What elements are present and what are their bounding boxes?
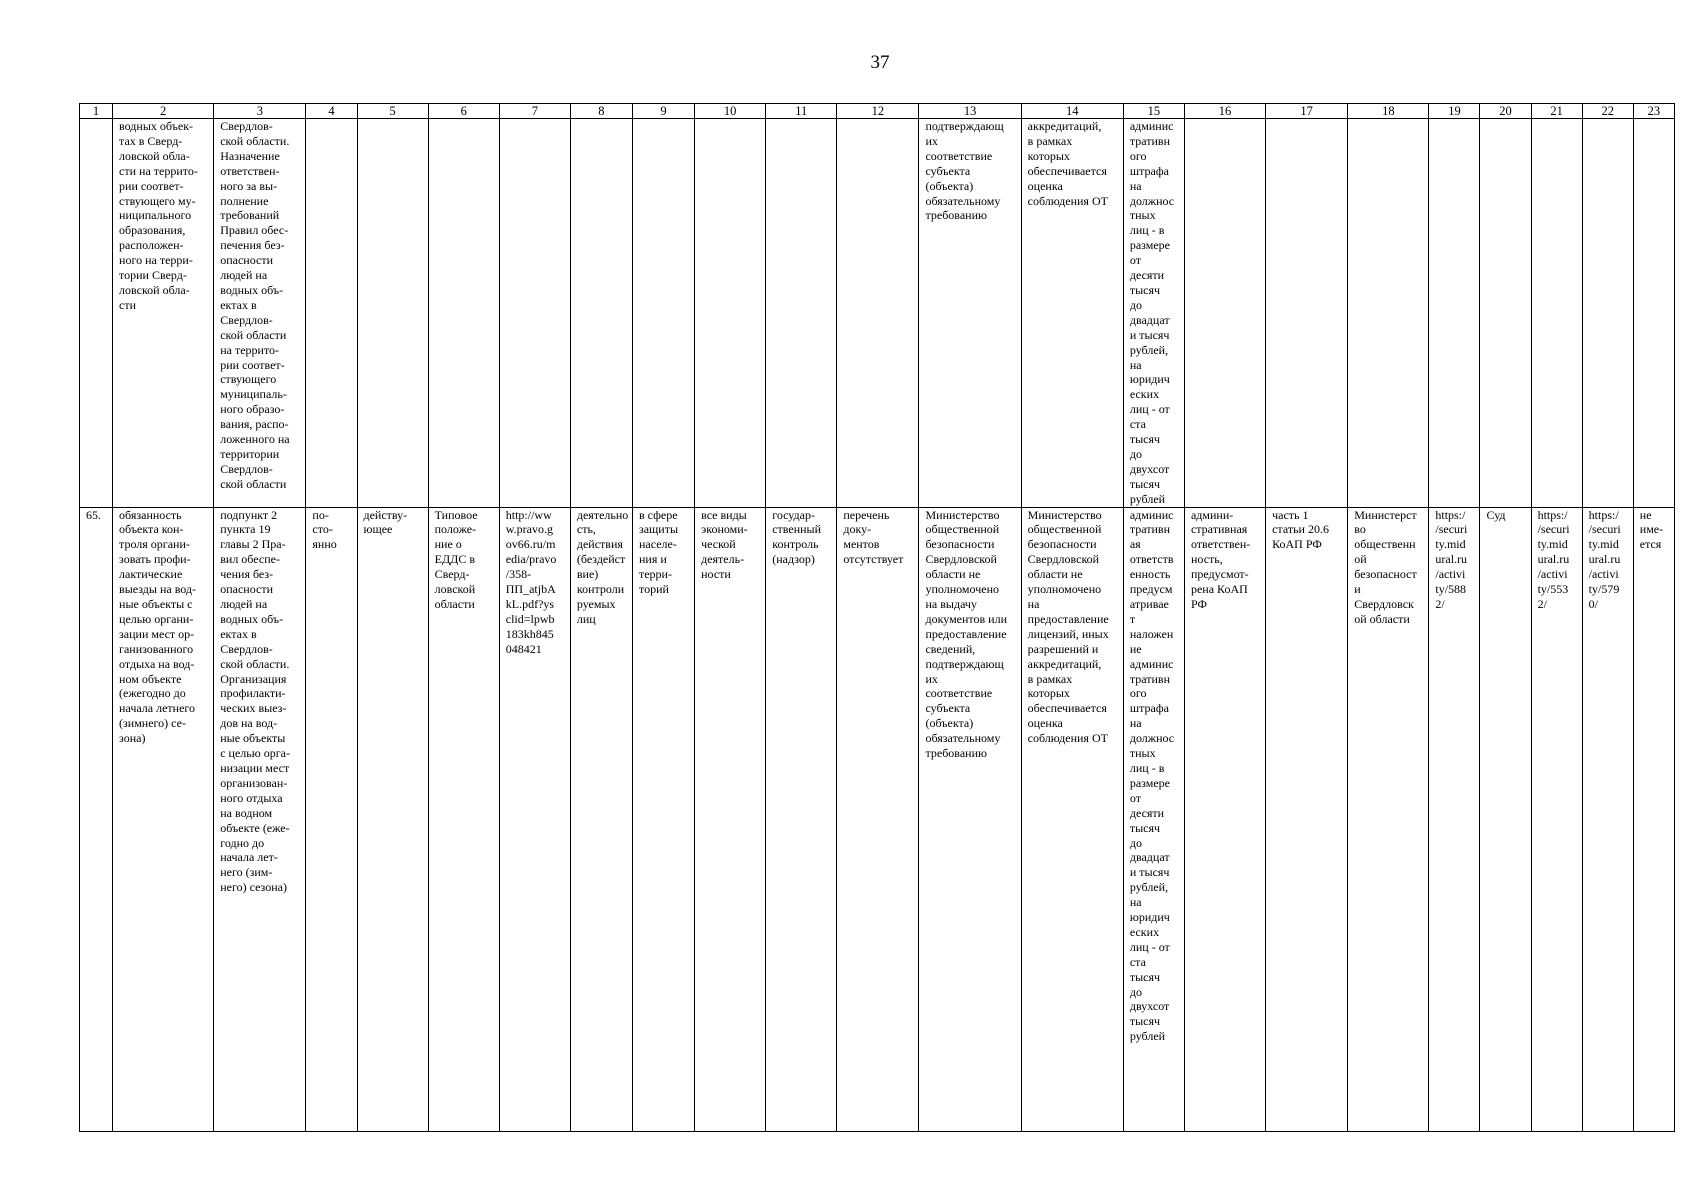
table-cell <box>499 119 570 508</box>
column-number-cell: 2 <box>113 104 214 119</box>
column-number-cell: 8 <box>570 104 632 119</box>
table-cell: https:/ /securi ty.mid ural.ru /activi ty/579 0/ <box>1582 507 1633 1131</box>
table-cell <box>632 119 694 508</box>
table-cell: админи- стративная ответствен- ность, предусмот- рена КоАП РФ <box>1184 507 1265 1131</box>
regulation-table <box>79 103 1675 1132</box>
table-cell: по- сто- янно <box>306 507 357 1131</box>
column-number-cell: 4 <box>306 104 357 119</box>
table-cell <box>428 119 499 508</box>
column-number-cell: 14 <box>1021 104 1123 119</box>
column-number-cell: 11 <box>766 104 837 119</box>
table-cell: аккредитаций, в рамках которых обеспечивается оценка соблюдения ОТ <box>1021 119 1123 508</box>
table-cell: все виды экономи- ческой деятель- ности <box>695 507 766 1131</box>
table-cell: государ- ственный контроль (надзор) <box>766 507 837 1131</box>
table-cell <box>306 119 357 508</box>
table-row <box>80 119 1675 508</box>
table-cell <box>1531 119 1582 508</box>
table-cell <box>80 119 113 508</box>
column-number-cell: 5 <box>357 104 428 119</box>
column-number-cell: 22 <box>1582 104 1633 119</box>
table-cell: часть 1 статьи 20.6 КоАП РФ <box>1266 507 1348 1131</box>
column-number-cell: 21 <box>1531 104 1582 119</box>
table-cell: Типовое положе- ние о ЕДДС в Сверд- ловской области <box>428 507 499 1131</box>
table-cell <box>1266 119 1348 508</box>
column-number-cell: 17 <box>1266 104 1348 119</box>
column-number-cell: 18 <box>1348 104 1429 119</box>
table-cell <box>570 119 632 508</box>
table-cell <box>1184 119 1265 508</box>
column-number-cell: 1 <box>80 104 113 119</box>
table-cell <box>357 119 428 508</box>
table-cell: подпункт 2 пункта 19 главы 2 Пра- вил обеспе- чения без- опасности людей на водных объ- ектах в Свердлов- ской области. Организация профилакти- ческих выез- дов на вод- ные объекты с целью орга- низации мест организован- ного отдыха на водном объекте (еже- годно до начала лет- него (зим- него) сезона) <box>214 507 306 1131</box>
table-cell: деятельно сть, действия (бездейст вие) контроли руемых лиц <box>570 507 632 1131</box>
column-number-cell: 7 <box>499 104 570 119</box>
table-cell: водных объек- тах в Сверд- ловской обла- сти на террито- рии соответ- ствующего му- ниципального образования, расположен- ного на терри- тории Сверд- ловской обла- сти <box>113 119 214 508</box>
table-cell: http://ww w.pravo.g ov66.ru/m edia/pravo /358- ПП_atjbA kL.pdf?ys clid=lpwb 183kh845 048421 <box>499 507 570 1131</box>
table-cell: https:/ /securi ty.mid ural.ru /activi ty/553 2/ <box>1531 507 1582 1131</box>
page-number: 37 <box>870 52 890 73</box>
table-cell: перечень доку- ментов отсутствует <box>837 507 919 1131</box>
table-cell <box>766 119 837 508</box>
table-cell <box>1582 119 1633 508</box>
table-cell <box>1633 119 1674 508</box>
table-cell <box>1480 119 1531 508</box>
table-cell: Министерство общественной безопасности Свердловской области не уполномочено на выдачу документов или предоставление сведений, подтверждающ их соответствие субъекта (объекта) обязательному требованию <box>919 507 1021 1131</box>
column-number-cell: 9 <box>632 104 694 119</box>
table-cell <box>1348 119 1429 508</box>
column-number-cell: 3 <box>214 104 306 119</box>
table-cell: админис тративн ая ответств енность предусм атривае т наложен ие админис тративн ого штрафа на должнос тных лиц - в размере от десяти тысяч до двадцат и тысяч рублей, на юридич еских лиц - от ста тысяч до двухсот тысяч рублей <box>1123 507 1184 1131</box>
column-number-cell: 19 <box>1429 104 1480 119</box>
column-number-cell: 13 <box>919 104 1021 119</box>
column-number-cell: 6 <box>428 104 499 119</box>
table-cell: Свердлов- ской области. Назначение ответствен- ного за вы- полнение требований Правил обес- печения без- опасности людей на водных объ- ектах в Свердлов- ской области на террито- рии соответ- ствующего муниципаль- ного образо- вания, распо- ложенного на территории Свердлов- ской области <box>214 119 306 508</box>
table-cell <box>695 119 766 508</box>
table-cell <box>837 119 919 508</box>
column-number-cell: 12 <box>837 104 919 119</box>
table-cell: подтверждающ их соответствие субъекта (объекта) обязательному требованию <box>919 119 1021 508</box>
table-cell: https:/ /securi ty.mid ural.ru /activi ty/588 2/ <box>1429 507 1480 1131</box>
table-row <box>80 507 1675 1131</box>
column-number-cell: 23 <box>1633 104 1674 119</box>
table-cell: в сфере защиты населе- ния и терри- торий <box>632 507 694 1131</box>
column-number-cell: 16 <box>1184 104 1265 119</box>
table-cell: Министерст во общественн ой безопасност и Свердловск ой области <box>1348 507 1429 1131</box>
column-number-cell: 10 <box>695 104 766 119</box>
table-cell: обязанность объекта кон- троля органи- зовать профи- лактические выезды на вод- ные объекты с целью органи- зации мест ор- ганизованного отдыха на вод- ном объекте (ежегодно до начала летнего (зимнего) се- зона) <box>113 507 214 1131</box>
column-number-row <box>80 104 1675 119</box>
table-cell: админис тративн ого штрафа на должнос тных лиц - в размере от десяти тысяч до двадцат и тысяч рублей, на юридич еских лиц - от ста тысяч до двухсот тысяч рублей <box>1123 119 1184 508</box>
table-cell: не име- ется <box>1633 507 1674 1131</box>
table-cell: действу- ющее <box>357 507 428 1131</box>
table-cell: Суд <box>1480 507 1531 1131</box>
table-cell <box>1429 119 1480 508</box>
table-cell: 65. <box>80 507 113 1131</box>
table-cell: Министерство общественной безопасности Свердловской области не уполномочено на предоставление лицензий, иных разрешений и аккредитаций, в рамках которых обеспечивается оценка соблюдения ОТ <box>1021 507 1123 1131</box>
column-number-cell: 20 <box>1480 104 1531 119</box>
column-number-cell: 15 <box>1123 104 1184 119</box>
